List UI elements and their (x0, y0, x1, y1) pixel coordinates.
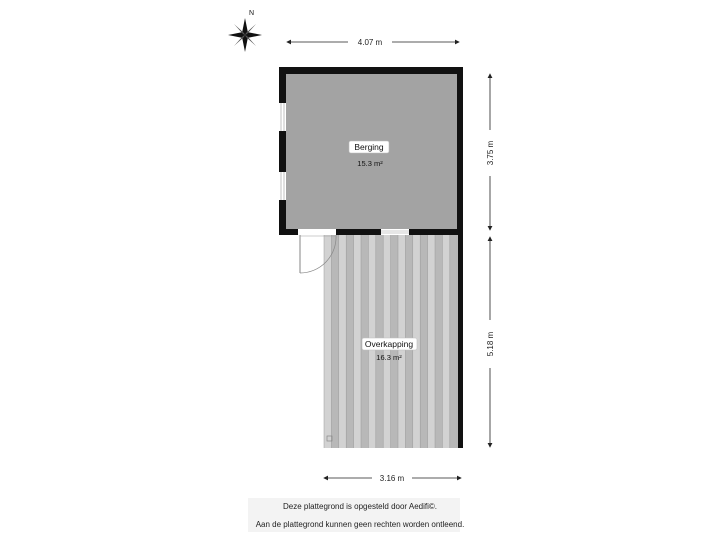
compass-north-label: N (249, 10, 255, 17)
deck-plank (442, 235, 449, 448)
compass-rose-icon (228, 10, 262, 52)
dimension-top-label: 4.07 m (357, 38, 383, 47)
dimension-right-lower-label: 5.18 m (486, 331, 495, 357)
dimension-top (287, 38, 459, 47)
dimension-right-upper-label: 3.75 m (486, 140, 495, 166)
room-name-berging: Berging (354, 142, 384, 152)
room-area-berging: 15.3 m² (357, 159, 383, 168)
deck-plank (324, 235, 331, 448)
window-left-lower (279, 172, 286, 200)
dimension-right-upper (486, 74, 495, 230)
deck-plank (331, 235, 338, 448)
deck-plank (339, 235, 346, 448)
deck-plank (435, 235, 442, 448)
dimension-bottom (324, 474, 461, 483)
window-left-upper (279, 103, 286, 131)
footer-disclaimer-line-1: Deze plattegrond is opgesteld door Aedifi©. (283, 502, 437, 511)
room-name-overkapping: Overkapping (364, 339, 414, 349)
deck-plank (346, 235, 353, 448)
deck-plank (450, 235, 457, 448)
footer-disclaimer-line-2: Aan de plattegrond kunnen geen rechten worden ontleend. (255, 520, 465, 529)
deck-plank (428, 235, 435, 448)
window-bottom (381, 229, 409, 235)
dimension-right-lower (486, 237, 495, 447)
dimension-bottom-label: 3.16 m (379, 474, 405, 483)
deck-plank (354, 235, 361, 448)
room-area-overkapping: 16.3 m² (376, 353, 402, 362)
deck-plank (420, 235, 427, 448)
